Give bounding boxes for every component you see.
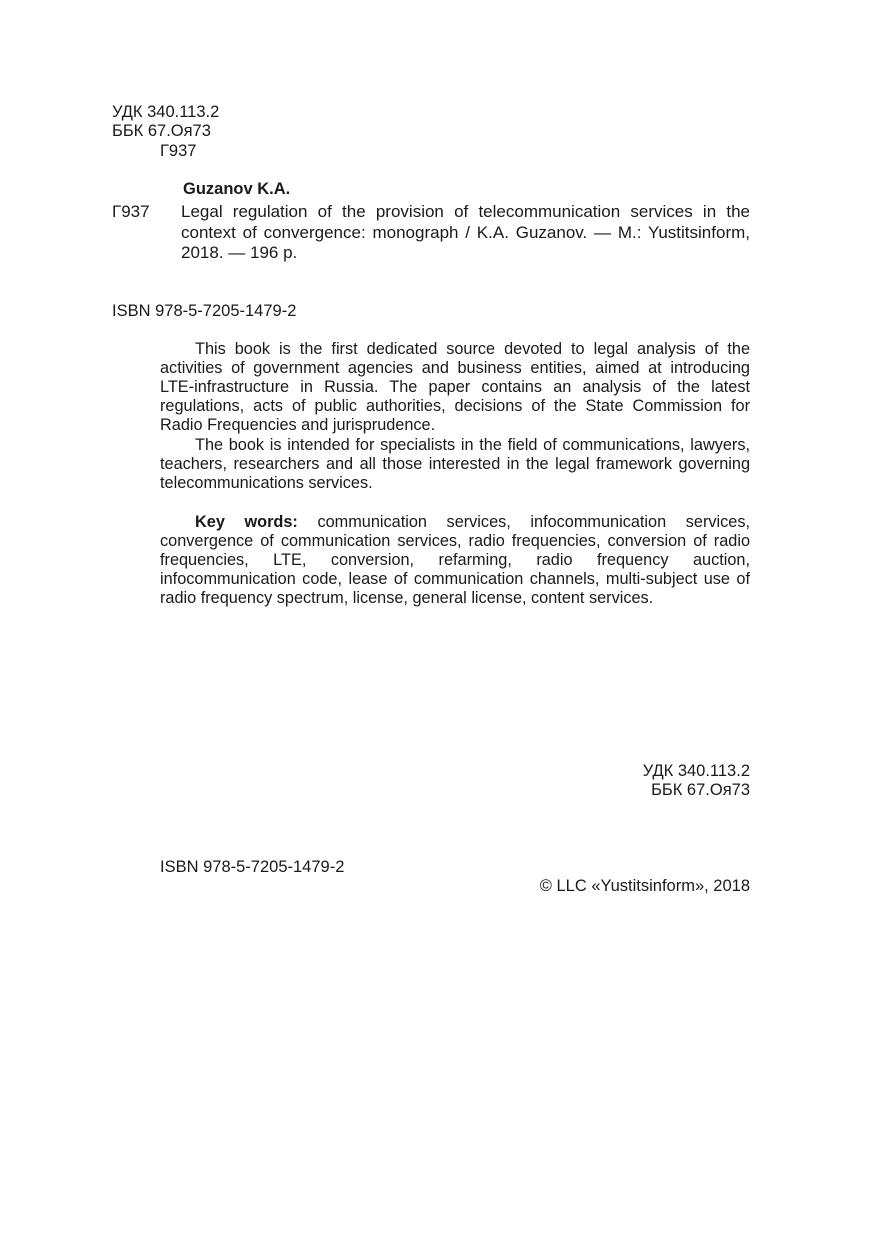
author-name: Guzanov K.A. — [183, 180, 291, 198]
bbk-code-bottom: ББК 67.Оя73 — [651, 781, 750, 799]
udk-code-top: УДК 340.113.2 — [112, 103, 220, 121]
keywords-paragraph — [160, 513, 750, 608]
abstract-paragraph-1: This book is the first dedicated source devoted to legal analysis of the activities of government agencies and business entities, aimed at introducing LTE-infrastructure in Russia. The paper contains an analysis of the latest regulations, acts of public authorities, decisions of the State Commission for Radio Frequencies and jurisprudence. — [160, 340, 750, 434]
entry-citation-text: Legal regulation of the provision of telecommunication services in the context of convergence: monograph / K.A. Guzanov. — M.: Yustitsinform, 2018. — 196 p. — [181, 202, 750, 262]
isbn-top: ISBN 978-5-7205-1479-2 — [112, 302, 297, 320]
entry-citation — [160, 202, 750, 264]
entry-author-sign-code: Г937 — [112, 202, 150, 221]
author-sign-code-top: Г937 — [160, 142, 197, 160]
copyright-notice: © LLC «Yustitsinform», 2018 — [539, 877, 750, 895]
udk-code-bottom: УДК 340.113.2 — [642, 762, 750, 780]
keywords-label: Key words: — [195, 513, 298, 531]
bbk-code-top: ББК 67.Оя73 — [112, 122, 211, 140]
keywords-text: communication services, infocommunication services, convergence of communication services, radio frequencies, conversion of radio frequencies, LTE, conversion, refarming, radio frequency auction, infocommunication code, lease of communication channels, multi-subject use of radio frequency spectrum, license, general license, content services. — [160, 513, 750, 607]
abstract-paragraph-2: The book is intended for specialists in the field of communications, lawyers, teachers, researchers and all those interested in the legal framework governing telecommunications services. — [160, 436, 750, 492]
isbn-bottom: ISBN 978-5-7205-1479-2 — [160, 858, 345, 876]
